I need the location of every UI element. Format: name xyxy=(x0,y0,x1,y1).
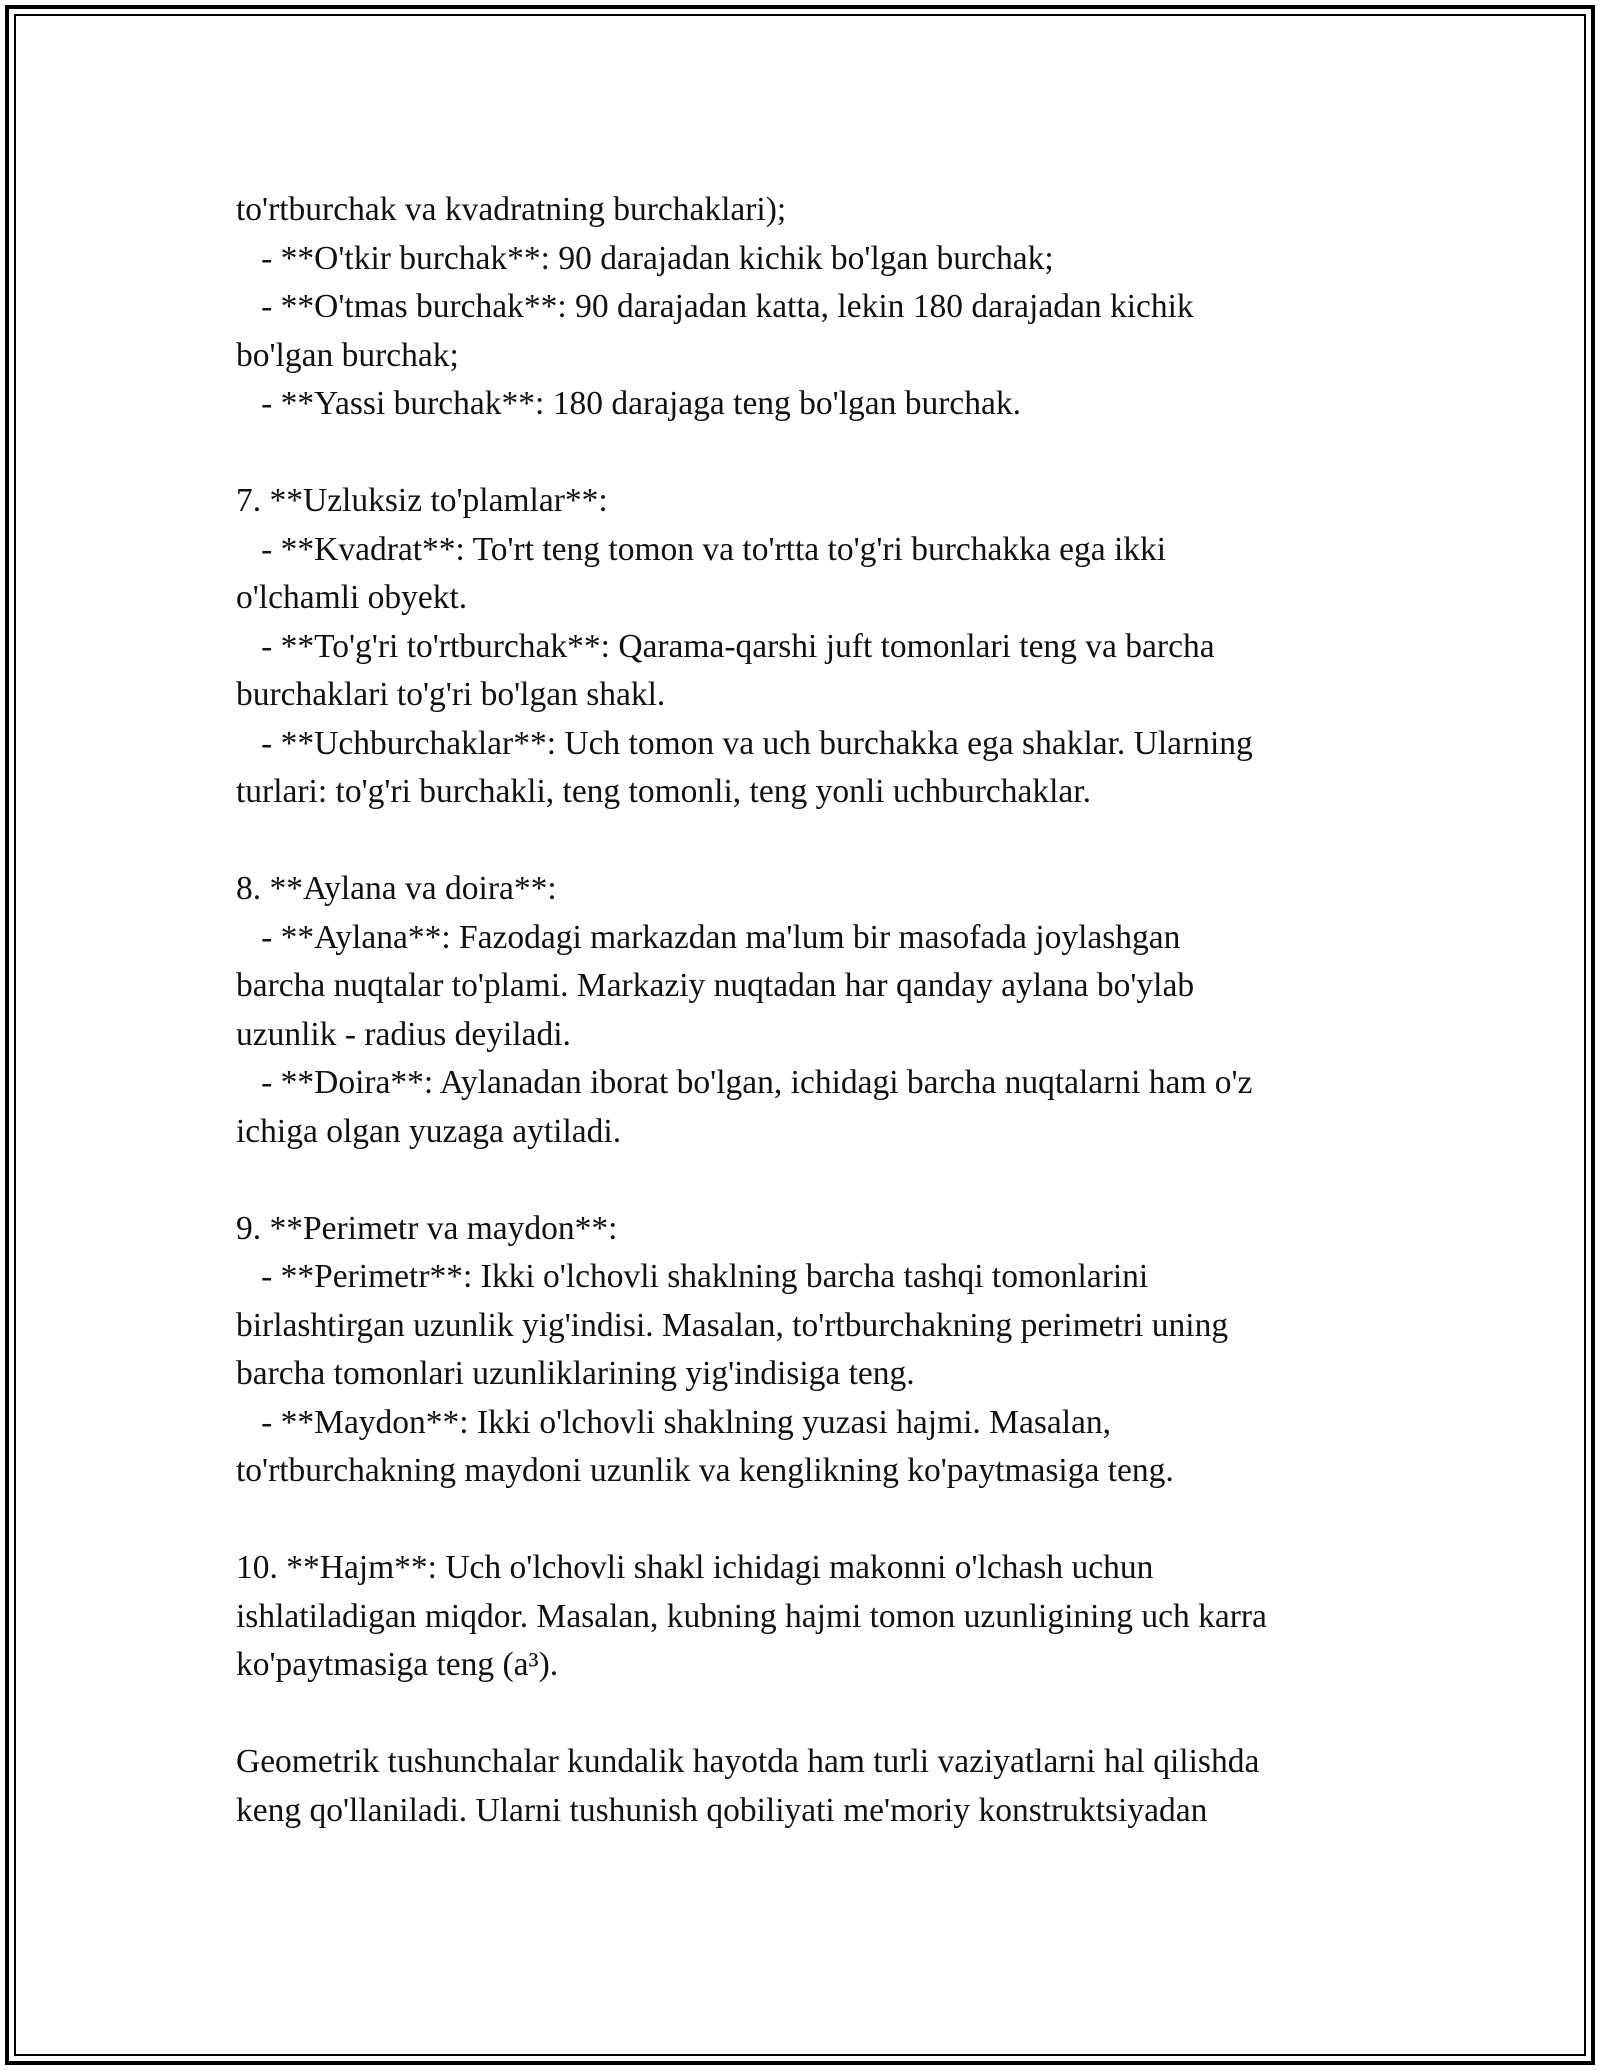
text-line: ichiga olgan yuzaga aytiladi. xyxy=(236,1112,622,1150)
section-heading: 9. **Perimetr va maydon**: xyxy=(236,1209,618,1247)
blank-line xyxy=(236,1690,1406,1739)
blank-line xyxy=(236,1156,1406,1205)
text-line: - **O'tkir burchak**: 90 darajadan kichik bo'lgan burchak; xyxy=(236,239,1054,277)
text-line: barcha tomonlari uzunliklarining yig'indisiga teng. xyxy=(236,1355,915,1392)
text-line: - **O'tmas burchak**: 90 darajadan katta, lekin 180 darajadan kichik xyxy=(236,288,1194,325)
text-line: - **Aylana**: Fazodagi markazdan ma'lum bir masofada joylashgan xyxy=(236,918,1181,956)
text-line: bo'lgan burchak; xyxy=(236,336,459,374)
text-line: burchaklari to'g'ri bo'lgan shakl. xyxy=(236,676,666,713)
text-line: turlari: to'g'ri burchakli, teng tomonli, teng yonli uchburchaklar. xyxy=(236,773,1091,810)
text-line: birlashtirgan uzunlik yig'indisi. Masalan, to'rtburchakning perimetri uning xyxy=(236,1306,1229,1344)
section-heading: 8. **Aylana va doira**: xyxy=(236,870,557,907)
text-line: to'rtburchakning maydoni uzunlik va kenglikning ko'paytmasiga teng. xyxy=(236,1452,1174,1489)
section-heading: 7. **Uzluksiz to'plamlar**: xyxy=(236,482,608,519)
text-line: - **Uchburchaklar**: Uch tomon va uch burchakka ega shaklar. Ularning xyxy=(236,724,1253,762)
text-line: to'rtburchak va kvadratning burchaklari); xyxy=(236,191,787,228)
text-line: - **Doira**: Aylanadan iborat bo'lgan, ichidagi barcha nuqtalarni ham o'z xyxy=(236,1064,1253,1101)
text-line: - **To'g'ri to'rtburchak**: Qarama-qarshi juft tomonlari teng va barcha xyxy=(236,627,1215,665)
text-line: - **Yassi burchak**: 180 darajaga teng bo'lgan burchak. xyxy=(236,385,1022,422)
text-line: - **Perimetr**: Ikki o'lchovli shaklning barcha tashqi tomonlarini xyxy=(236,1258,1149,1295)
text-line: ko'paytmasiga teng (a³). xyxy=(236,1646,559,1683)
text-line: - **Maydon**: Ikki o'lchovli shaklning yuzasi hajmi. Masalan, xyxy=(236,1403,1112,1441)
text-line: o'lchamli obyekt. xyxy=(236,579,468,616)
blank-line xyxy=(236,429,1406,478)
blank-line xyxy=(236,817,1406,866)
text-line: barcha nuqtalar to'plami. Markaziy nuqtadan har qanday aylana bo'ylab xyxy=(236,967,1195,1004)
text-line: keng qo'llaniladi. Ularni tushunish qobiliyati me'moriy konstruktsiyadan xyxy=(236,1791,1208,1829)
document-body xyxy=(236,186,1406,1835)
text-line: Geometrik tushunchalar kundalik hayotda ham turli vaziyatlarni hal qilishda xyxy=(236,1743,1260,1780)
blank-line xyxy=(236,1496,1406,1545)
text-line: ishlatiladigan miqdor. Masalan, kubning hajmi tomon uzunligining uch karra xyxy=(236,1597,1267,1635)
section-heading: 10. **Hajm**: Uch o'lchovli shakl ichidagi makonni o'lchash uchun xyxy=(236,1549,1154,1586)
text-line: - **Kvadrat**: To'rt teng tomon va to'rtta to'g'ri burchakka ega ikki xyxy=(236,530,1167,568)
text-line: uzunlik - radius deyiladi. xyxy=(236,1015,571,1053)
